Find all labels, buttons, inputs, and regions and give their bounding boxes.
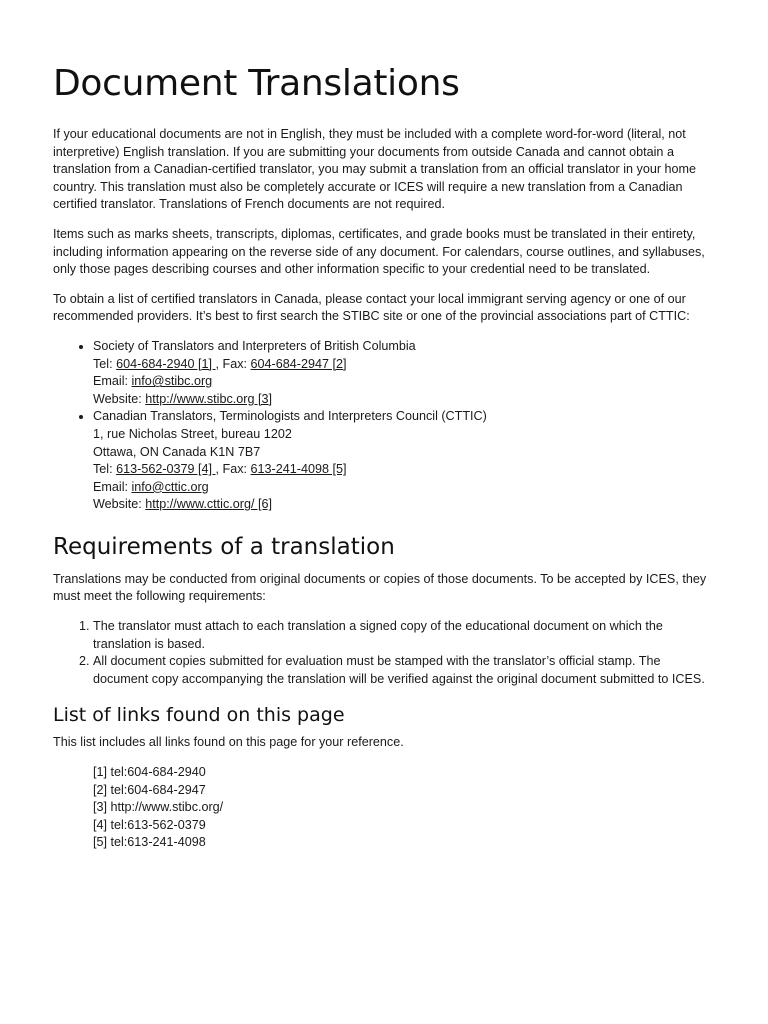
provider-email: [93, 373, 715, 391]
provider-contact-phone: [93, 356, 715, 374]
website-link[interactable]: http://www.stibc.org [3]: [145, 391, 272, 406]
page-title: Document Translations: [53, 63, 460, 104]
link-reference: [2] tel:604-684-2947: [93, 782, 206, 797]
intro-paragraph-1: If your educational documents are not in English, they must be included with a complete word-for-word (literal, not interpretive) English translation. If you are submitting your documents from outside Canada and cannot obtain a translation from a Canadian-certified translator, you may submit a translation from an official translator in your home country. This translation must also be completely accurate or ICES will require a new translation from a Canadian certified translator. Translations of French documents are not required.: [53, 127, 697, 212]
tel-link[interactable]: 613-562-0379 [4]: [116, 462, 216, 477]
intro-paragraph-2: Items such as marks sheets, transcripts, diplomas, certificates, and grade books must be translated in their entirety, including information appearing on the reverse side of any document. For calendars, course outlines, and syllabuses, only those pages describing courses and other information specific to your credential need to be translated.: [53, 226, 705, 277]
links-reference-list: [93, 764, 715, 852]
provider-email: [93, 479, 715, 497]
website-label: Website:: [93, 497, 146, 512]
fax-label: , Fax:: [215, 462, 251, 477]
provider-website: [93, 496, 715, 514]
provider-website: [93, 391, 715, 409]
provider-name: • Canadian Translators, Terminologists and Interpreters Council (CTTIC): [93, 409, 487, 424]
links-intro: This list includes all links found on this page for your reference.: [53, 735, 404, 750]
requirements-intro: Translations may be conducted from original documents or copies of those documents. To be accepted by ICES, they must meet the following requirements:: [53, 571, 707, 604]
intro-paragraph-3: To obtain a list of certified translators in Canada, please contact your local immigrant serving agency or one of our recommended providers. It’s best to first search the STIBC site or one of the provincial associations part of CTTIC:: [53, 291, 690, 324]
provider-address-line-1: 1, rue Nicholas Street, bureau 1202: [93, 426, 292, 441]
provider-contact-phone: [93, 461, 715, 479]
link-reference: [4] tel:613-562-0379: [93, 817, 206, 832]
provider-stibc: [93, 338, 715, 408]
requirement-item: 1. The translator must attach to each translation a signed copy of the educational document on which the translation is based.: [93, 618, 715, 653]
tel-label: Tel:: [93, 356, 117, 371]
provider-list: [53, 338, 715, 514]
requirement-item: 2. All document copies submitted for evaluation must be stamped with the translator’s official stamp. The document copy accompanying the translation will be verified against the original document submitted to ICES.: [93, 653, 715, 688]
fax-link[interactable]: 613-241-4098 [5]: [250, 462, 347, 477]
provider-address-line-2: Ottawa, ON Canada K1N 7B7: [93, 444, 261, 459]
website-label: Website:: [93, 391, 146, 406]
requirements-list: [53, 618, 715, 688]
links-heading: List of links found on this page: [53, 704, 345, 727]
link-reference: [3] http://www.stibc.org/: [93, 800, 224, 815]
tel-label: Tel:: [93, 462, 117, 477]
email-link[interactable]: info@stibc.org: [131, 374, 213, 389]
provider-cttic: [93, 408, 715, 514]
fax-label: , Fax:: [215, 356, 251, 371]
email-label: Email:: [93, 479, 132, 494]
provider-name: • Society of Translators and Interpreters of British Columbia: [93, 338, 416, 353]
tel-link[interactable]: 604-684-2940 [1]: [116, 356, 216, 371]
requirements-heading: Requirements of a translation: [53, 533, 395, 560]
fax-link[interactable]: 604-684-2947 [2]: [250, 356, 347, 371]
email-label: Email:: [93, 374, 132, 389]
link-reference: [1] tel:604-684-2940: [93, 765, 206, 780]
link-reference: [5] tel:613-241-4098: [93, 835, 206, 850]
email-link[interactable]: info@cttic.org: [131, 479, 209, 494]
website-link[interactable]: http://www.cttic.org/ [6]: [145, 497, 272, 512]
